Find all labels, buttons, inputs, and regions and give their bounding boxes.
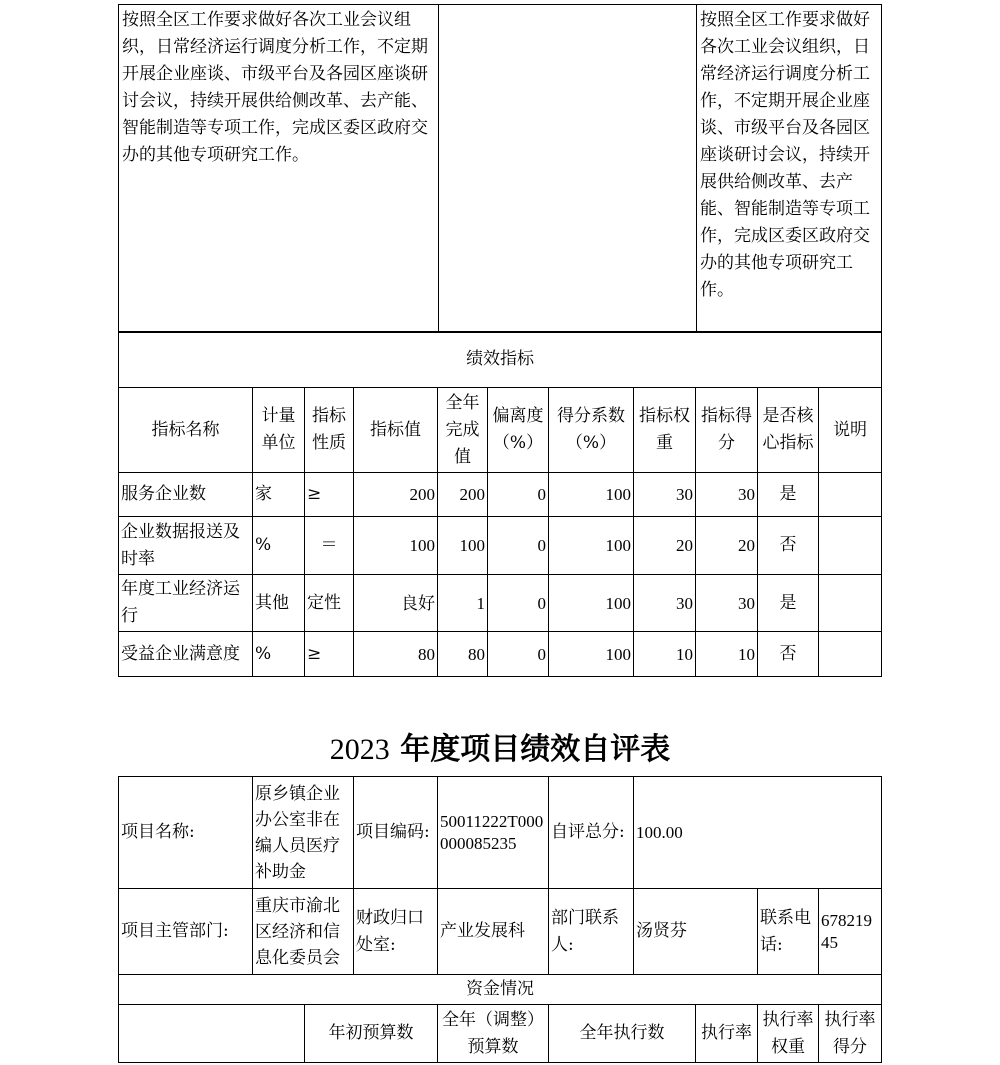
indicator-core: 否 <box>758 632 819 677</box>
indicator-core: 否 <box>758 517 819 575</box>
table-row <box>119 632 882 677</box>
funds-header-rate: 执行率 <box>696 1005 758 1063</box>
project-name-value: 原乡镇企业办公室非在编人员医疗补助金 <box>253 777 354 889</box>
indicator-actual: 1 <box>438 575 488 632</box>
header-coefficient: 得分系数（%） <box>549 388 634 473</box>
funds-header-initial: 年初预算数 <box>305 1005 438 1063</box>
indicator-nature: ≥ <box>305 632 354 677</box>
indicator-weight: 20 <box>634 517 696 575</box>
indicator-deviation: 0 <box>488 575 549 632</box>
indicator-unit: % <box>253 632 305 677</box>
actual-completion-text: 按照全区工作要求做好各次工业会议组织，日常经济运行调度分析工作，不定期开展企业座谈、市级平台及各园区座谈研讨会议，持续开展供给侧改革、去产能、智能制造等专项工作，完成区委区政府交办的其他专项研究工作。 <box>700 10 870 300</box>
header-nature: 指标性质 <box>305 388 354 473</box>
table-row <box>119 575 882 632</box>
performance-header-row <box>119 388 882 473</box>
indicator-weight: 30 <box>634 473 696 517</box>
self-eval-label: 自评总分: <box>549 777 634 889</box>
actual-completion-cell <box>697 5 882 333</box>
annual-target-text: 按照全区工作要求做好各次工业会议组织，日常经济运行调度分析工作，不定期开展企业座谈、市级平台及各园区座谈研讨会议，持续开展供给侧改革、去产能、智能制造等专项工作，完成区委区政府交办的其他专项研究工作。 <box>122 10 428 165</box>
funds-header-blank <box>119 1005 305 1063</box>
continuation-table <box>118 4 882 333</box>
indicator-target: 80 <box>354 632 438 677</box>
funds-header-adjusted: 全年（调整）预算数 <box>438 1005 549 1063</box>
funds-header-rate-score: 执行率得分 <box>819 1005 882 1063</box>
project-code-label: 项目编码: <box>354 777 438 889</box>
indicator-name: 年度工业经济运行 <box>119 575 253 632</box>
indicator-score: 30 <box>696 473 758 517</box>
indicator-coefficient: 100 <box>549 517 634 575</box>
header-weight: 指标权重 <box>634 388 696 473</box>
indicator-coefficient: 100 <box>549 473 634 517</box>
title-text: 年度项目绩效自评表 <box>400 732 671 767</box>
indicator-target: 良好 <box>354 575 438 632</box>
header-score: 指标得分 <box>696 388 758 473</box>
header-actual: 全年完成值 <box>438 388 488 473</box>
contact-value: 汤贤芬 <box>634 889 758 975</box>
phone-value: 67821945 <box>819 889 882 975</box>
indicator-nature: ＝ <box>305 517 354 575</box>
indicator-score: 30 <box>696 575 758 632</box>
indicator-note <box>819 575 882 632</box>
indicator-deviation: 0 <box>488 517 549 575</box>
indicator-target: 200 <box>354 473 438 517</box>
indicator-coefficient: 100 <box>549 575 634 632</box>
indicator-note <box>819 632 882 677</box>
indicator-name: 受益企业满意度 <box>119 632 253 677</box>
indicator-weight: 30 <box>634 575 696 632</box>
contact-label: 部门联系人: <box>549 889 634 975</box>
indicator-nature: ≥ <box>305 473 354 517</box>
header-deviation: 偏离度（%） <box>488 388 549 473</box>
indicator-target: 100 <box>354 517 438 575</box>
funds-section-title: 资金情况 <box>119 975 882 1005</box>
project-code-value: 50011222T000000085235 <box>438 777 549 889</box>
header-note: 说明 <box>819 388 882 473</box>
indicator-score: 10 <box>696 632 758 677</box>
header-target: 指标值 <box>354 388 438 473</box>
funds-header-rate-weight: 执行率权重 <box>758 1005 819 1063</box>
indicator-actual: 80 <box>438 632 488 677</box>
indicator-name: 服务企业数 <box>119 473 253 517</box>
indicator-note <box>819 473 882 517</box>
department-label: 项目主管部门: <box>119 889 253 975</box>
indicator-note <box>819 517 882 575</box>
indicator-core: 是 <box>758 473 819 517</box>
annual-target-cell <box>119 5 439 333</box>
project-table <box>118 776 882 1063</box>
indicator-unit: % <box>253 517 305 575</box>
indicator-deviation: 0 <box>488 632 549 677</box>
header-indicator-name: 指标名称 <box>119 388 253 473</box>
page-title <box>0 728 1000 772</box>
performance-section-title: 绩效指标 <box>119 332 882 388</box>
indicator-score: 20 <box>696 517 758 575</box>
project-name-label: 项目名称: <box>119 777 253 889</box>
indicator-deviation: 0 <box>488 473 549 517</box>
indicator-coefficient: 100 <box>549 632 634 677</box>
department-value: 重庆市渝北区经济和信息化委员会 <box>253 889 354 975</box>
header-unit: 计量单位 <box>253 388 305 473</box>
indicator-weight: 10 <box>634 632 696 677</box>
indicator-unit: 家 <box>253 473 305 517</box>
finance-office-value: 产业发展科 <box>438 889 549 975</box>
funds-header-row <box>119 1005 882 1063</box>
funds-header-executed: 全年执行数 <box>549 1005 696 1063</box>
title-year: 2023 <box>329 733 390 766</box>
performance-table <box>118 331 882 677</box>
project-name-row <box>119 777 882 889</box>
header-core: 是否核心指标 <box>758 388 819 473</box>
indicator-core: 是 <box>758 575 819 632</box>
indicator-actual: 200 <box>438 473 488 517</box>
empty-cell <box>439 5 697 333</box>
indicator-actual: 100 <box>438 517 488 575</box>
indicator-name: 企业数据报送及时率 <box>119 517 253 575</box>
indicator-unit: 其他 <box>253 575 305 632</box>
finance-office-label: 财政归口处室: <box>354 889 438 975</box>
table-row <box>119 473 882 517</box>
table-row <box>119 517 882 575</box>
department-row <box>119 889 882 975</box>
phone-label: 联系电话: <box>758 889 819 975</box>
indicator-nature: 定性 <box>305 575 354 632</box>
self-eval-value: 100.00 <box>634 777 882 889</box>
